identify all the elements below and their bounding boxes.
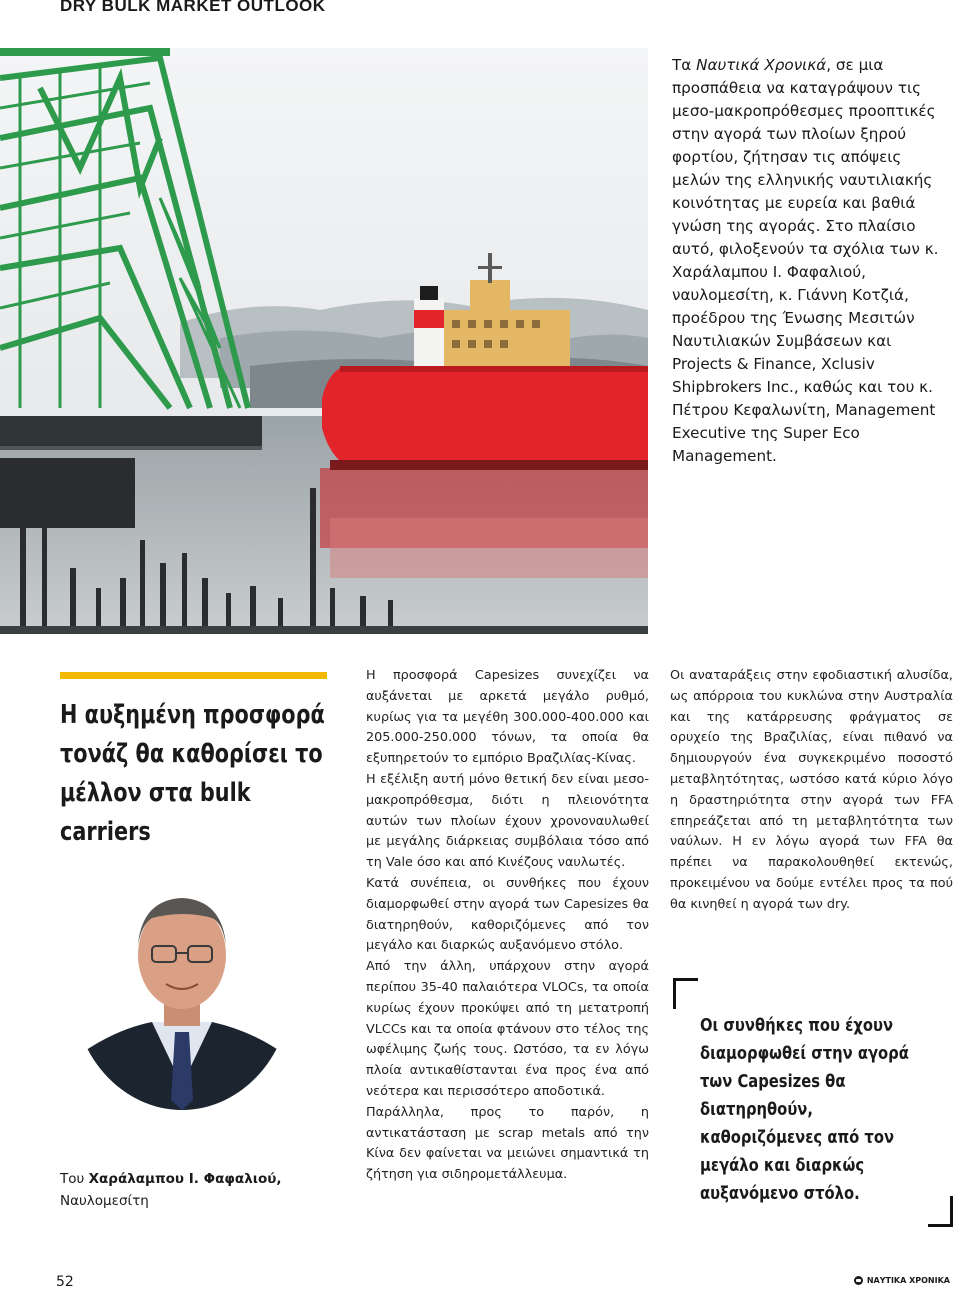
pullquote: Οι συνθήκες που έχουν διαμορφωθεί στην αγορά των Capesizes θα διατηρηθούν, καθοριζόμενες από τον μεγάλο και διαρκώς αυξανόμενο στόλο. xyxy=(700,1015,909,1204)
accent-rule xyxy=(60,672,327,679)
hero-photo xyxy=(0,48,648,634)
pullquote-bracket-top xyxy=(673,978,698,1009)
author-portrait xyxy=(72,860,292,1110)
article-headline: Η αυξημένη προσφορά τονάζ θα καθορίσει το μέλλον στα bulk carriers xyxy=(60,700,325,847)
paragraph: Οι αναταράξεις στην εφοδιαστική αλυσίδα, ως απόρροια του κυκλώνα στην Αυστραλία και της κατάρρευσης φράγματος σε ορυχείο της Βραζιλίας, είναι πιθανό να δημιουργούν ένα συγκεκριμένο ποσοστό μεταβλητότητας, ωστόσο κατά κύριο λόγο η δραστηριότητα στην αγορά των FFA επηρεάζεται από τη μεταβλητότητα των ναύλων. Η εν λόγω αγορά των FFA θα πρέπει να παρακολουθηθεί εκτενώς, προκειμένου να δούμε εντέλει προς τα πού θα κινηθεί η αγορά των dry. xyxy=(670,668,953,912)
intro-paragraph xyxy=(672,54,948,468)
byline xyxy=(60,1168,330,1212)
paragraph: Η προσφορά Capesizes συνεχίζει να αυξάνεται με αρκετά μεγάλο ρυθμό, κυρίως για τα μεγέθη 300.000-400.000 και 205.000-250.000 τόνων, τα οποία θα εξυπηρετούν το εμπόριο Βραζιλίας-Κίνας. xyxy=(366,668,649,767)
author-role: Ναυλομεσίτη xyxy=(60,1193,149,1209)
article-column-2 xyxy=(670,666,953,916)
paragraph: Κατά συνέπεια, οι συνθήκες που έχουν διαμορφωθεί στην αγορά των Capesizes θα διατηρηθούν, καθοριζόμενες από τον μεγάλο και διαρκώς αυξανόμενο στόλο. xyxy=(366,875,649,954)
intro-part2: , σε μια προσπάθεια να καταγράψουν τις μεσο-μακροπρόθεσμες προοπτικές στην αγορά των πλοίων ξηρού φορτίου, ζήτησαν τις απόψεις μελών της ελληνικής ναυτιλιακής κοινότητας με ευρεία και βαθιά γνώση της αγοράς. Στο πλαίσιο αυτό, φιλοξενούν τα σχόλια των κ. Χαράλαμπου Ι. Φαφαλιού, ναυλομεσίτη, κ. Γιάννη Κοτζιά, προέδρου της Ένωσης Μεσιτών Ναυτιλιακών Συμβάσεων και Projects & Finance, Xclusiv Shipbrokers Inc., καθώς και του κ. Πέτρου Κεφαλωνίτη, Management Executive της Super Eco Management. xyxy=(672,56,939,465)
footer-brand xyxy=(854,1276,950,1285)
paragraph: Από την άλλη, υπάρχουν στην αγορά περίπου 35-40 παλαιότερα VLOCs, τα οποία κυρίως έχουν προκύψει από τη μετατροπή VLCCs και τα οποία φτάνουν στο τέλος της ωφέλιμης ζωής τους. Ωστόσο, τα εν λόγω πλοία αντικαθίστανται ένα προς ένα από νεότερα και περισσότερο αποδοτικά. xyxy=(366,959,649,1099)
page-number: 52 xyxy=(56,1274,74,1290)
section-label: DRY BULK MARKET OUTLOOK xyxy=(60,0,326,15)
brand-name: ΝΑΥΤΙΚΑ ΧΡΟΝΙΚΑ xyxy=(866,1276,950,1285)
publication-name: Ναυτικά Χρονικά xyxy=(696,56,827,74)
byline-prefix: Του xyxy=(60,1171,89,1187)
article-column-1 xyxy=(366,666,649,1186)
pullquote-bracket-bottom xyxy=(928,1196,953,1227)
author-name: Χαράλαμπου Ι. Φαφαλιού, xyxy=(88,1171,282,1187)
paragraph: Παράλληλα, προς το παρόν, η αντικατάσταση με scrap metals από την Κίνα δεν φαίνεται να μειώνει σημαντικά τη ζήτηση για σιδηρομετάλλευμα. xyxy=(366,1104,649,1183)
ship-logo-icon xyxy=(854,1276,863,1285)
intro-part1: Τα xyxy=(672,56,697,74)
paragraph: Η εξέλιξη αυτή μόνο θετική δεν είναι μεσο-μακροπρόθεσμα, διότι η πλειονότητα αυτών των πλοίων έχουν χρονοναυλωθεί με μεγάλης διάρκειας συμβόλαια τόσο από τη Vale όσο και από Κινέζους ναυλωτές. xyxy=(366,771,649,871)
